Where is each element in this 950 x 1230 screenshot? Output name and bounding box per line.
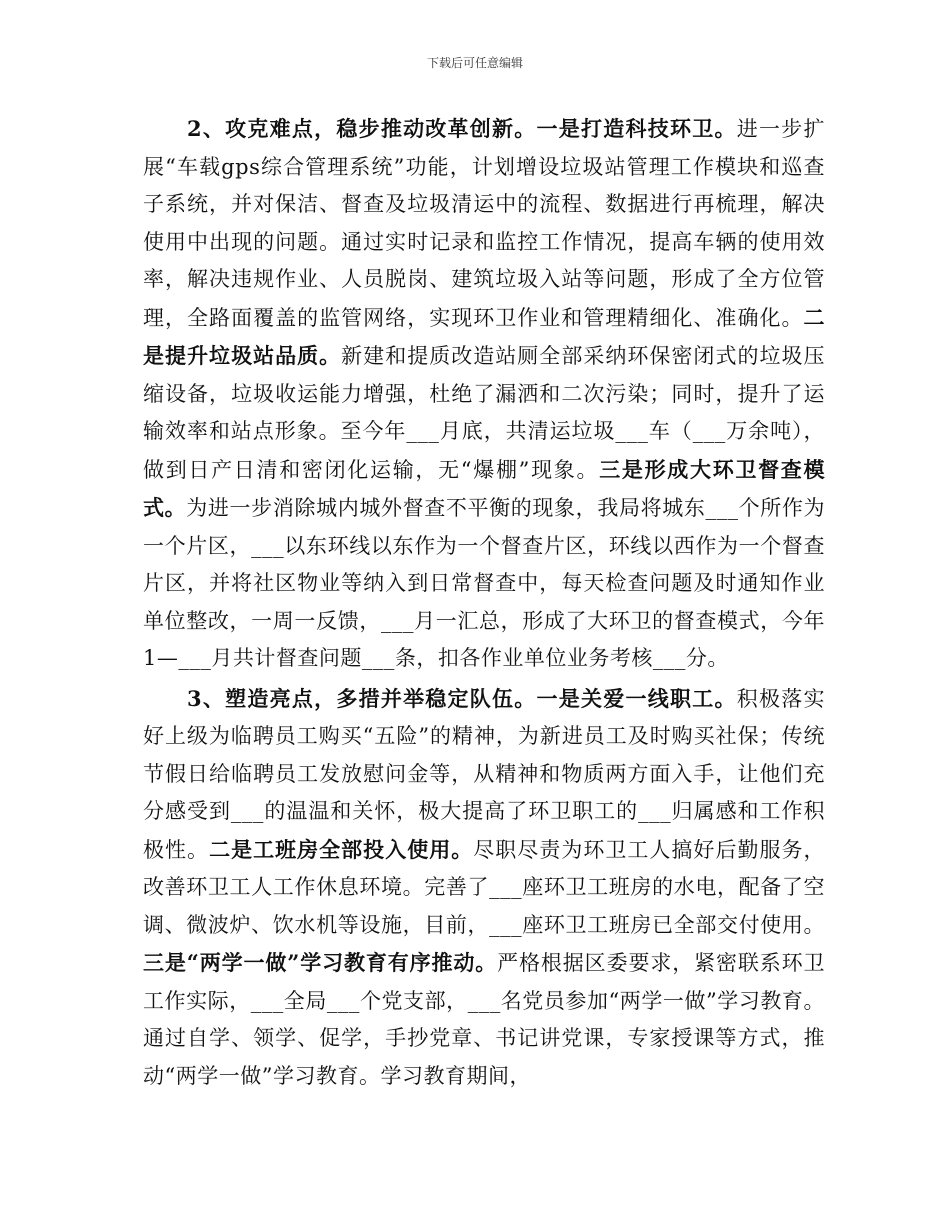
text-segment: 严格根据区委要求，紧密联系环卫工作实际，___全局___个党支部，___名党员参加“两学一做”学习教育。通过自学、领学、促学，手抄党章、书记讲党课，专家授课等方式，推动“两学一做”学习教育。学习教育期间， [143,951,825,1088]
page-header: 下载后可任意编辑 [426,56,523,70]
text-segment: 新建和提质改造站厕全部采纳环保密闭式的垃圾压缩设备，垃圾收运能力增强，杜绝了漏洒和二次污染；同时，提升了运输效率和站点形象。至今年___月底，共清运垃圾___车（___万余吨），做到日产日清和密闭化运输，无“爆棚”现象。 [143,344,826,482]
text-segment: 积极落实好上级为临聘员工购买“五险”的精神，为新进员工及时购买社保；传统节假日给临聘员工发放慰问金等，从精神和物质两方面入手，让他们充分感受到___的温温和关怀，极大提高了环卫职工的___归属感和工作积极性。 [143,686,825,862]
section-2-heading: 2、攻克难点，稳步推动改革创新。一是打造科技环卫。 [187,116,737,141]
subheading-3-3: 三是“两学一做”学习教育有序推动。 [143,950,498,975]
paragraph-section-3 [143,680,825,1096]
paragraph-section-2 [143,110,825,678]
section-3-heading: 3、塑造亮点，多措并举稳定队伍。一是关爱一线职工。 [187,685,737,711]
document-body [143,110,825,1095]
subheading-3-2: 二是工班房全部投入使用。 [209,836,474,862]
text-segment: 进一步扩展“车载gps综合管理系统”功能，计划增设垃圾站管理工作模块和巡查子系统，并对保洁、督查及垃圾清运中的流程、数据进行再梳理，解决使用中出现的问题。通过实时记录和监控工作情况，提高车辆的使用效率，解决违规作业、人员脱岗、建筑垃圾入站等问题，形成了全方位管理，全路面覆盖的监管网络，实现环卫作业和管理精细化、准确化。 [143,117,825,330]
subheading-2-3: 三是形成大环卫督查模式。 [143,456,825,520]
text-segment: 为进一步消除城内城外督查不平衡的现象，我局将城东___个所作为一个片区，___以东环线以东作为一个督查片区，环线以西作为一个督查片区，并将社区物业等纳入到日常督查中，每天检查问题及时通知作业单位整改，一周一反馈，___月一汇总，形成了大环卫的督查模式，今年1—___月共计督查问题___条，扣各作业单位业务考核___分。 [143,496,826,670]
subheading-2-2: 二是提升垃圾站品质。 [143,304,825,368]
text-segment: 尽职尽责为环卫工人搞好后勤服务，改善环卫工人工作休息环境。完善了___座环卫工班房的水电，配备了空调、微波炉、饮水机等设施，目前，___座环卫工班房已全部交付使用。 [143,837,826,937]
